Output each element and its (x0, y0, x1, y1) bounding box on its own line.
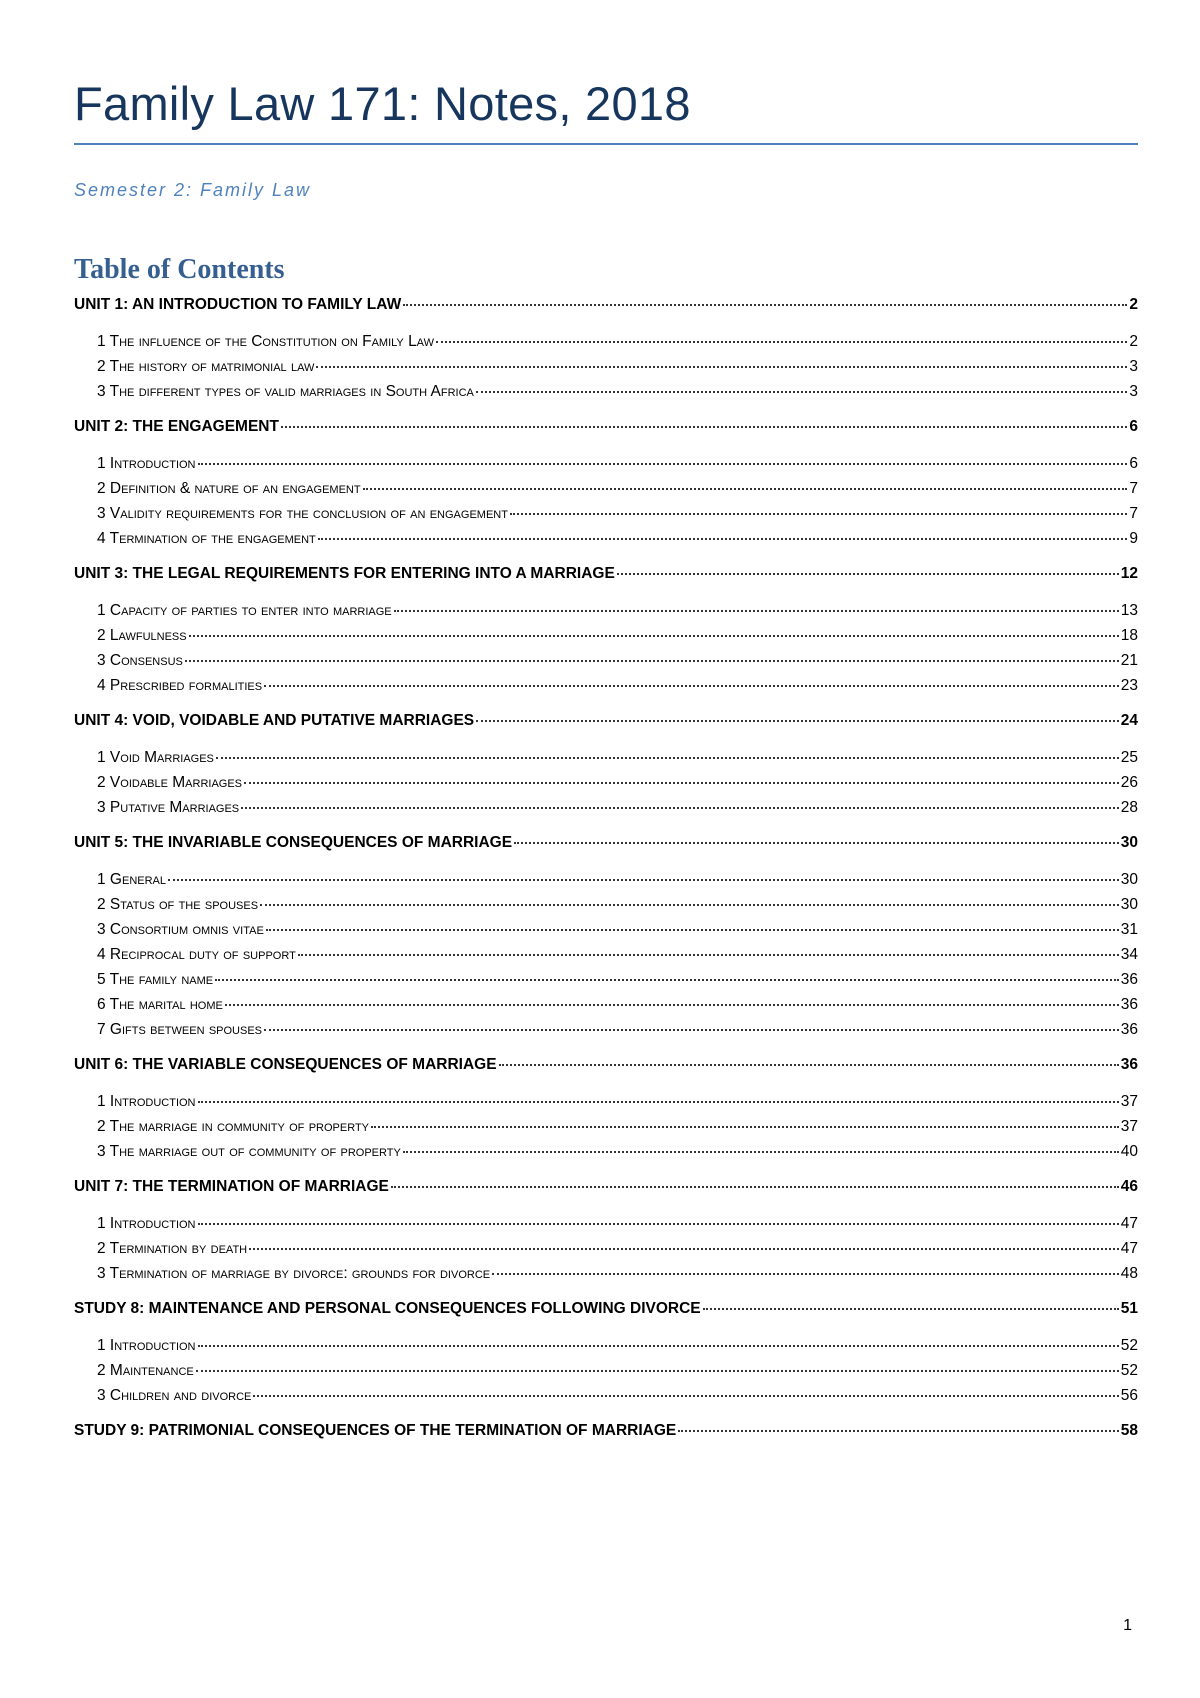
toc-page-number: 12 (1120, 565, 1138, 582)
toc-entry-title: 5 The family name (97, 971, 214, 988)
toc-page-number: 52 (1120, 1337, 1138, 1354)
toc-entry-row[interactable] (74, 358, 1138, 383)
toc-unit-row[interactable] (74, 1300, 1138, 1325)
toc-page-number: 31 (1120, 921, 1138, 938)
toc-entry-row[interactable] (74, 946, 1138, 971)
dot-leader (216, 757, 1119, 759)
toc-page-number: 37 (1120, 1118, 1138, 1135)
toc-entry-title: UNIT 3: THE LEGAL REQUIREMENTS FOR ENTERING INTO A MARRIAGE (74, 565, 615, 582)
toc-entry-title: 7 Gifts between spouses (97, 1021, 263, 1038)
toc-entry-row[interactable] (74, 1337, 1138, 1362)
toc-entry-row[interactable] (74, 677, 1138, 702)
toc-unit-group (74, 1300, 1138, 1412)
dot-leader (492, 1273, 1119, 1275)
toc-entry-title: 3 The marriage out of community of property (97, 1143, 401, 1160)
toc-entry-title: UNIT 4: VOID, VOIDABLE AND PUTATIVE MARRIAGES (74, 712, 475, 729)
toc-page-number: 24 (1120, 712, 1138, 729)
toc-entry-title: 3 Consortium omnis vitae (97, 921, 264, 938)
toc-entry-row[interactable] (74, 455, 1138, 480)
dot-leader (403, 1151, 1119, 1153)
toc-entry-title: UNIT 6: THE VARIABLE CONSEQUENCES OF MARRIAGE (74, 1056, 497, 1073)
toc-entry-list (74, 602, 1138, 702)
toc-entry-row[interactable] (74, 530, 1138, 555)
dot-leader (264, 685, 1119, 687)
toc-unit-group (74, 296, 1138, 408)
toc-entry-title: 3 Consensus (97, 652, 183, 669)
dot-leader (249, 1248, 1119, 1250)
toc-entry-row[interactable] (74, 749, 1138, 774)
toc-entry-title: UNIT 1: AN INTRODUCTION TO FAMILY LAW (74, 296, 402, 313)
toc-entry-title: 3 Putative Marriages (97, 799, 240, 816)
toc-entry-title: 3 Children and divorce (97, 1387, 252, 1404)
toc-entry-list (74, 1337, 1138, 1412)
toc-page-number: 23 (1120, 677, 1138, 694)
toc-page-number: 58 (1120, 1422, 1138, 1439)
toc-entry-title: UNIT 2: THE ENGAGEMENT (74, 418, 279, 435)
toc-heading: Table of Contents (74, 254, 285, 285)
dot-leader (260, 904, 1119, 906)
dot-leader (499, 1064, 1119, 1066)
toc-entry-title: 1 Introduction (97, 1215, 196, 1232)
toc-entry-title: 2 Status of the spouses (97, 896, 259, 913)
toc-entry-row[interactable] (74, 383, 1138, 408)
dot-leader (189, 635, 1119, 637)
dot-leader (281, 426, 1127, 428)
toc-unit-group (74, 1056, 1138, 1168)
toc-page-number: 13 (1120, 602, 1138, 619)
toc-unit-row[interactable] (74, 1178, 1138, 1203)
toc-page-number: 46 (1120, 1178, 1138, 1195)
toc-entry-row[interactable] (74, 996, 1138, 1021)
toc-entry-title: STUDY 9: PATRIMONIAL CONSEQUENCES OF THE TERMINATION OF MARRIAGE (74, 1422, 677, 1439)
toc-page-number: 9 (1129, 530, 1138, 547)
toc-entry-list (74, 1215, 1138, 1290)
toc-unit-row[interactable] (74, 296, 1138, 321)
toc-entry-title: 3 The different types of valid marriages in South Africa (97, 383, 474, 400)
toc-unit-group (74, 1178, 1138, 1290)
toc-entry-row[interactable] (74, 1265, 1138, 1290)
toc-entry-row[interactable] (74, 505, 1138, 530)
toc-entry-title: 1 General (97, 871, 166, 888)
toc-page-number: 21 (1120, 652, 1138, 669)
toc-entry-row[interactable] (74, 333, 1138, 358)
dot-leader (617, 573, 1119, 575)
dot-leader (264, 1029, 1119, 1031)
toc-page-number: 37 (1120, 1093, 1138, 1110)
toc-page-number: 25 (1120, 749, 1138, 766)
toc-entry-row[interactable] (74, 652, 1138, 677)
toc-unit-row[interactable] (74, 834, 1138, 859)
toc-entry-title: 2 Definition & nature of an engagement (97, 480, 361, 497)
dot-leader (391, 1186, 1119, 1188)
toc-entry-row[interactable] (74, 971, 1138, 996)
toc-entry-list (74, 333, 1138, 408)
toc-page-number: 47 (1120, 1240, 1138, 1257)
toc-entry-row[interactable] (74, 799, 1138, 824)
dot-leader (225, 1004, 1119, 1006)
dot-leader (266, 929, 1119, 931)
toc-entry-title: STUDY 8: MAINTENANCE AND PERSONAL CONSEQUENCES FOLLOWING DIVORCE (74, 1300, 701, 1317)
toc-page-number: 36 (1120, 971, 1138, 988)
toc-page-number: 30 (1120, 896, 1138, 913)
toc-unit-row[interactable] (74, 565, 1138, 590)
toc-entry-row[interactable] (74, 871, 1138, 896)
toc-unit-group (74, 1422, 1138, 1447)
dot-leader (363, 488, 1128, 490)
dot-leader (168, 879, 1119, 881)
toc-entry-title: 4 Prescribed formalities (97, 677, 263, 694)
toc-entry-title: 3 Validity requirements for the conclusion of an engagement (97, 505, 508, 522)
dot-leader (241, 807, 1119, 809)
toc-page-number: 36 (1120, 1056, 1138, 1073)
toc-entry-title: 2 Maintenance (97, 1362, 194, 1379)
table-of-contents (74, 296, 1138, 1459)
toc-entry-title: 1 Introduction (97, 455, 196, 472)
dot-leader (678, 1430, 1119, 1432)
toc-page-number: 6 (1129, 418, 1138, 435)
toc-entry-row[interactable] (74, 774, 1138, 799)
toc-page-number: 2 (1129, 296, 1138, 313)
dot-leader (198, 1223, 1119, 1225)
toc-page-number: 36 (1120, 1021, 1138, 1038)
toc-page-number: 3 (1129, 383, 1138, 400)
toc-entry-list (74, 1093, 1138, 1168)
toc-page-number: 2 (1129, 333, 1138, 350)
toc-entry-title: 2 Termination by death (97, 1240, 248, 1257)
dot-leader (436, 341, 1127, 343)
dot-leader (703, 1308, 1119, 1310)
toc-entry-list (74, 455, 1138, 555)
toc-entry-title: 2 Voidable Marriages (97, 774, 243, 791)
toc-entry-title: 2 Lawfulness (97, 627, 187, 644)
toc-unit-row[interactable] (74, 418, 1138, 443)
toc-entry-title: 3 Termination of marriage by divorce: grounds for divorce (97, 1265, 491, 1282)
toc-entry-title: 1 The influence of the Constitution on Family Law (97, 333, 434, 350)
dot-leader (198, 1101, 1119, 1103)
dot-leader (318, 538, 1128, 540)
dot-leader (253, 1395, 1118, 1397)
dot-leader (476, 720, 1119, 722)
dot-leader (394, 610, 1119, 612)
toc-entry-title: 1 Capacity of parties to enter into marriage (97, 602, 392, 619)
toc-entry-row[interactable] (74, 1215, 1138, 1240)
toc-entry-title: 4 Reciprocal duty of support (97, 946, 296, 963)
toc-entry-title: UNIT 5: THE INVARIABLE CONSEQUENCES OF MARRIAGE (74, 834, 513, 851)
toc-page-number: 30 (1120, 871, 1138, 888)
toc-entry-row[interactable] (74, 1387, 1138, 1412)
title-divider (74, 143, 1138, 145)
dot-leader (403, 304, 1127, 306)
dot-leader (198, 1345, 1119, 1347)
toc-page-number: 6 (1129, 455, 1138, 472)
toc-entry-title: 1 Introduction (97, 1093, 196, 1110)
toc-entry-row[interactable] (74, 1240, 1138, 1265)
toc-entry-title: 1 Void Marriages (97, 749, 214, 766)
toc-page-number: 47 (1120, 1215, 1138, 1232)
document-title: Family Law 171: Notes, 2018 (74, 77, 691, 130)
toc-unit-group (74, 418, 1138, 555)
toc-entry-row[interactable] (74, 1362, 1138, 1387)
toc-page-number: 3 (1129, 358, 1138, 375)
toc-entry-title: 2 The history of matrimonial law (97, 358, 315, 375)
toc-page-number: 7 (1129, 480, 1138, 497)
toc-page-number: 51 (1120, 1300, 1138, 1317)
toc-entry-row[interactable] (74, 602, 1138, 627)
toc-page-number: 52 (1120, 1362, 1138, 1379)
dot-leader (510, 513, 1127, 515)
toc-entry-row[interactable] (74, 896, 1138, 921)
toc-entry-row[interactable] (74, 627, 1138, 652)
dot-leader (476, 391, 1127, 393)
toc-entry-title: 1 Introduction (97, 1337, 196, 1354)
dot-leader (514, 842, 1119, 844)
toc-page-number: 34 (1120, 946, 1138, 963)
toc-page-number: 28 (1120, 799, 1138, 816)
toc-unit-row[interactable] (74, 1422, 1138, 1447)
toc-entry-title: UNIT 7: THE TERMINATION OF MARRIAGE (74, 1178, 389, 1195)
toc-entry-row[interactable] (74, 921, 1138, 946)
toc-entry-row[interactable] (74, 1021, 1138, 1046)
toc-entry-row[interactable] (74, 1143, 1138, 1168)
document-page (74, 0, 1138, 1698)
dot-leader (198, 463, 1128, 465)
dot-leader (298, 954, 1119, 956)
dot-leader (215, 979, 1119, 981)
dot-leader (196, 1370, 1119, 1372)
toc-entry-list (74, 749, 1138, 824)
toc-page-number: 7 (1129, 505, 1138, 522)
toc-unit-row[interactable] (74, 712, 1138, 737)
dot-leader (244, 782, 1119, 784)
toc-entry-list (74, 871, 1138, 1046)
document-subtitle: Semester 2: Family Law (74, 180, 312, 200)
toc-unit-row[interactable] (74, 1056, 1138, 1081)
toc-page-number: 26 (1120, 774, 1138, 791)
toc-entry-row[interactable] (74, 1118, 1138, 1143)
toc-entry-title: 6 The marital home (97, 996, 223, 1013)
toc-page-number: 30 (1120, 834, 1138, 851)
toc-page-number: 48 (1120, 1265, 1138, 1282)
toc-unit-group (74, 712, 1138, 824)
toc-entry-row[interactable] (74, 480, 1138, 505)
toc-page-number: 18 (1120, 627, 1138, 644)
toc-entry-title: 4 Termination of the engagement (97, 530, 316, 547)
page-number: 1 (1123, 1617, 1132, 1634)
toc-entry-title: 2 The marriage in community of property (97, 1118, 370, 1135)
dot-leader (185, 660, 1119, 662)
dot-leader (316, 366, 1127, 368)
toc-page-number: 40 (1120, 1143, 1138, 1160)
toc-entry-row[interactable] (74, 1093, 1138, 1118)
dot-leader (371, 1126, 1119, 1128)
toc-unit-group (74, 834, 1138, 1046)
toc-page-number: 56 (1120, 1387, 1138, 1404)
toc-unit-group (74, 565, 1138, 702)
toc-page-number: 36 (1120, 996, 1138, 1013)
